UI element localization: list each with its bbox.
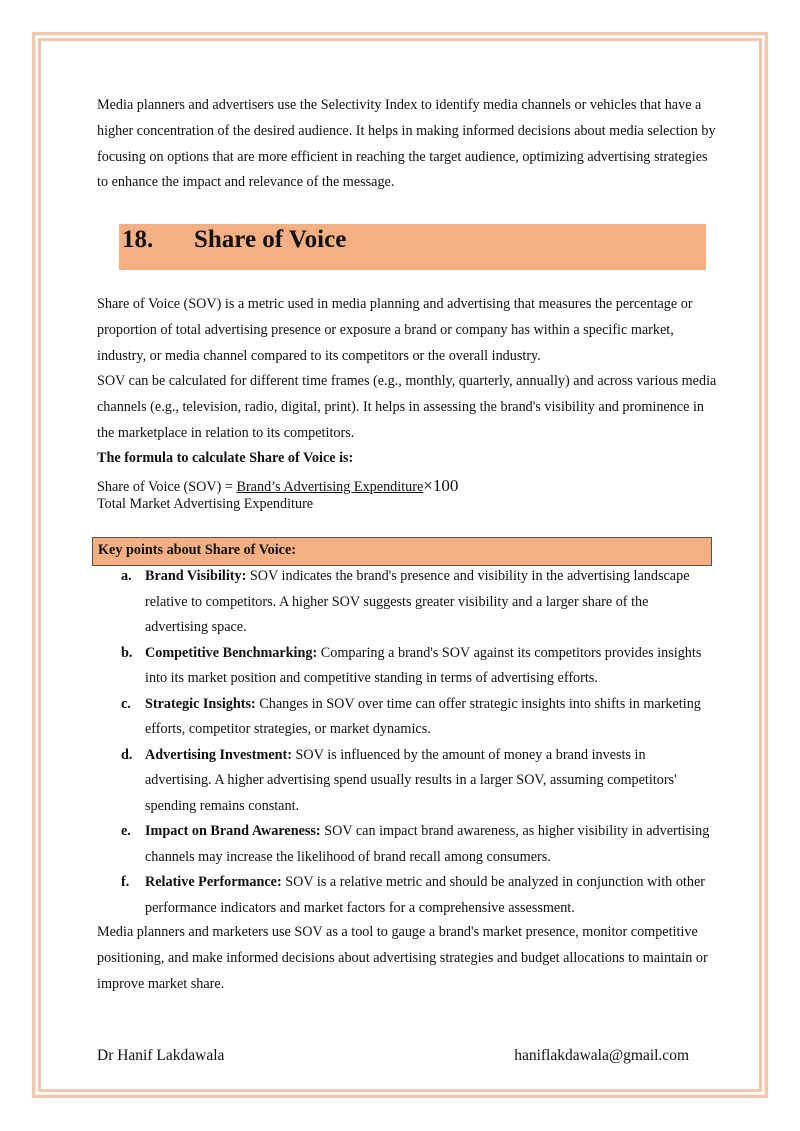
list-item	[121, 641, 711, 692]
section-title: Share of Voice	[194, 226, 347, 253]
list-item	[121, 743, 711, 820]
section-heading	[119, 224, 706, 270]
list-term: Relative Performance:	[145, 874, 282, 890]
footer-email[interactable]: haniflakdawala@gmail.com	[514, 1047, 689, 1064]
footer-author: Dr Hanif Lakdawala	[97, 1047, 225, 1064]
list-marker: a.	[121, 568, 132, 584]
list-text: SOV is influenced by the amount of money a brand invests in advertising. A higher advertising spend usually results in a larger SOV, assuming competitors' spending remains constant.	[145, 746, 677, 814]
formula-numerator: Brand’s Advertising Expenditure	[236, 479, 424, 495]
list-item	[121, 870, 711, 921]
key-points-header	[92, 537, 712, 566]
list-term: Impact on Brand Awareness:	[145, 823, 321, 839]
list-term: Advertising Investment:	[145, 746, 292, 763]
formula-line	[97, 477, 458, 496]
definition-paragraph: Share of Voice (SOV) is a metric used in media planning and advertising that measures the percentage or proportion of total advertising presence or exposure a brand or company has within a specific market, industry, or media channel compared to its competitors or the overall industry.	[97, 296, 693, 364]
closing-paragraph: Media planners and marketers use SOV as a tool to gauge a brand's market presence, monitor competitive positioning, and make informed decisions about advertising strategies and budget allocations to maintain or improve market share.	[97, 924, 708, 992]
list-item	[121, 564, 711, 641]
formula-lhs: Share of Voice (SOV) =	[97, 479, 237, 495]
list-item	[121, 692, 711, 743]
list-text: Changes in SOV over time can offer strategic insights into shifts in marketing efforts, competitor strategies, or market dynamics.	[145, 695, 701, 737]
formula-denominator: Total Market Advertising Expenditure	[97, 496, 314, 512]
timeframe-paragraph: SOV can be calculated for different time frames (e.g., monthly, quarterly, annually) and across various media channels (e.g., television, radio, digital, print). It helps in assessing the brand's visibility and prominence in the marketplace in relation to its competitors.	[97, 373, 717, 441]
formula-multiplier: ×100	[423, 476, 459, 495]
list-marker: e.	[121, 823, 131, 839]
list-term: Brand Visibility:	[145, 568, 247, 584]
list-text: SOV indicates the brand's presence and visibility in the advertising landscape relative to competitors. A higher SOV suggests greater visibility and a larger share of the advertising space.	[145, 568, 690, 635]
list-marker: c.	[121, 695, 131, 712]
list-marker: d.	[121, 746, 133, 763]
formula	[97, 477, 458, 513]
list-text: SOV is a relative metric and should be analyzed in conjunction with other performance indicators and market factors for a comprehensive assessment.	[145, 874, 705, 916]
formula-heading: The formula to calculate Share of Voice is:	[97, 450, 354, 466]
list-marker: f.	[121, 874, 130, 890]
list-item	[121, 819, 711, 870]
section-number: 18.	[122, 226, 154, 253]
list-text: Comparing a brand's SOV against its competitors provides insights into its market position and competitive standing in terms of advertising efforts.	[145, 644, 702, 686]
list-text: SOV can impact brand awareness, as higher visibility in advertising channels may increase the likelihood of brand recall among consumers.	[145, 823, 710, 865]
list-term: Strategic Insights:	[145, 695, 256, 712]
key-points-title: Key points about Share of Voice:	[98, 542, 296, 558]
list-marker: b.	[121, 644, 133, 661]
list-term: Competitive Benchmarking:	[145, 644, 318, 661]
intro-paragraph: Media planners and advertisers use the Selectivity Index to identify media channels or vehicles that have a higher concentration of the desired audience. It helps in making informed decisions about media selection by focusing on options that are more efficient in reaching the target audience, optimizing advertising strategies to enhance the impact and relevance of the message.	[97, 97, 716, 191]
key-points-list	[121, 564, 711, 921]
